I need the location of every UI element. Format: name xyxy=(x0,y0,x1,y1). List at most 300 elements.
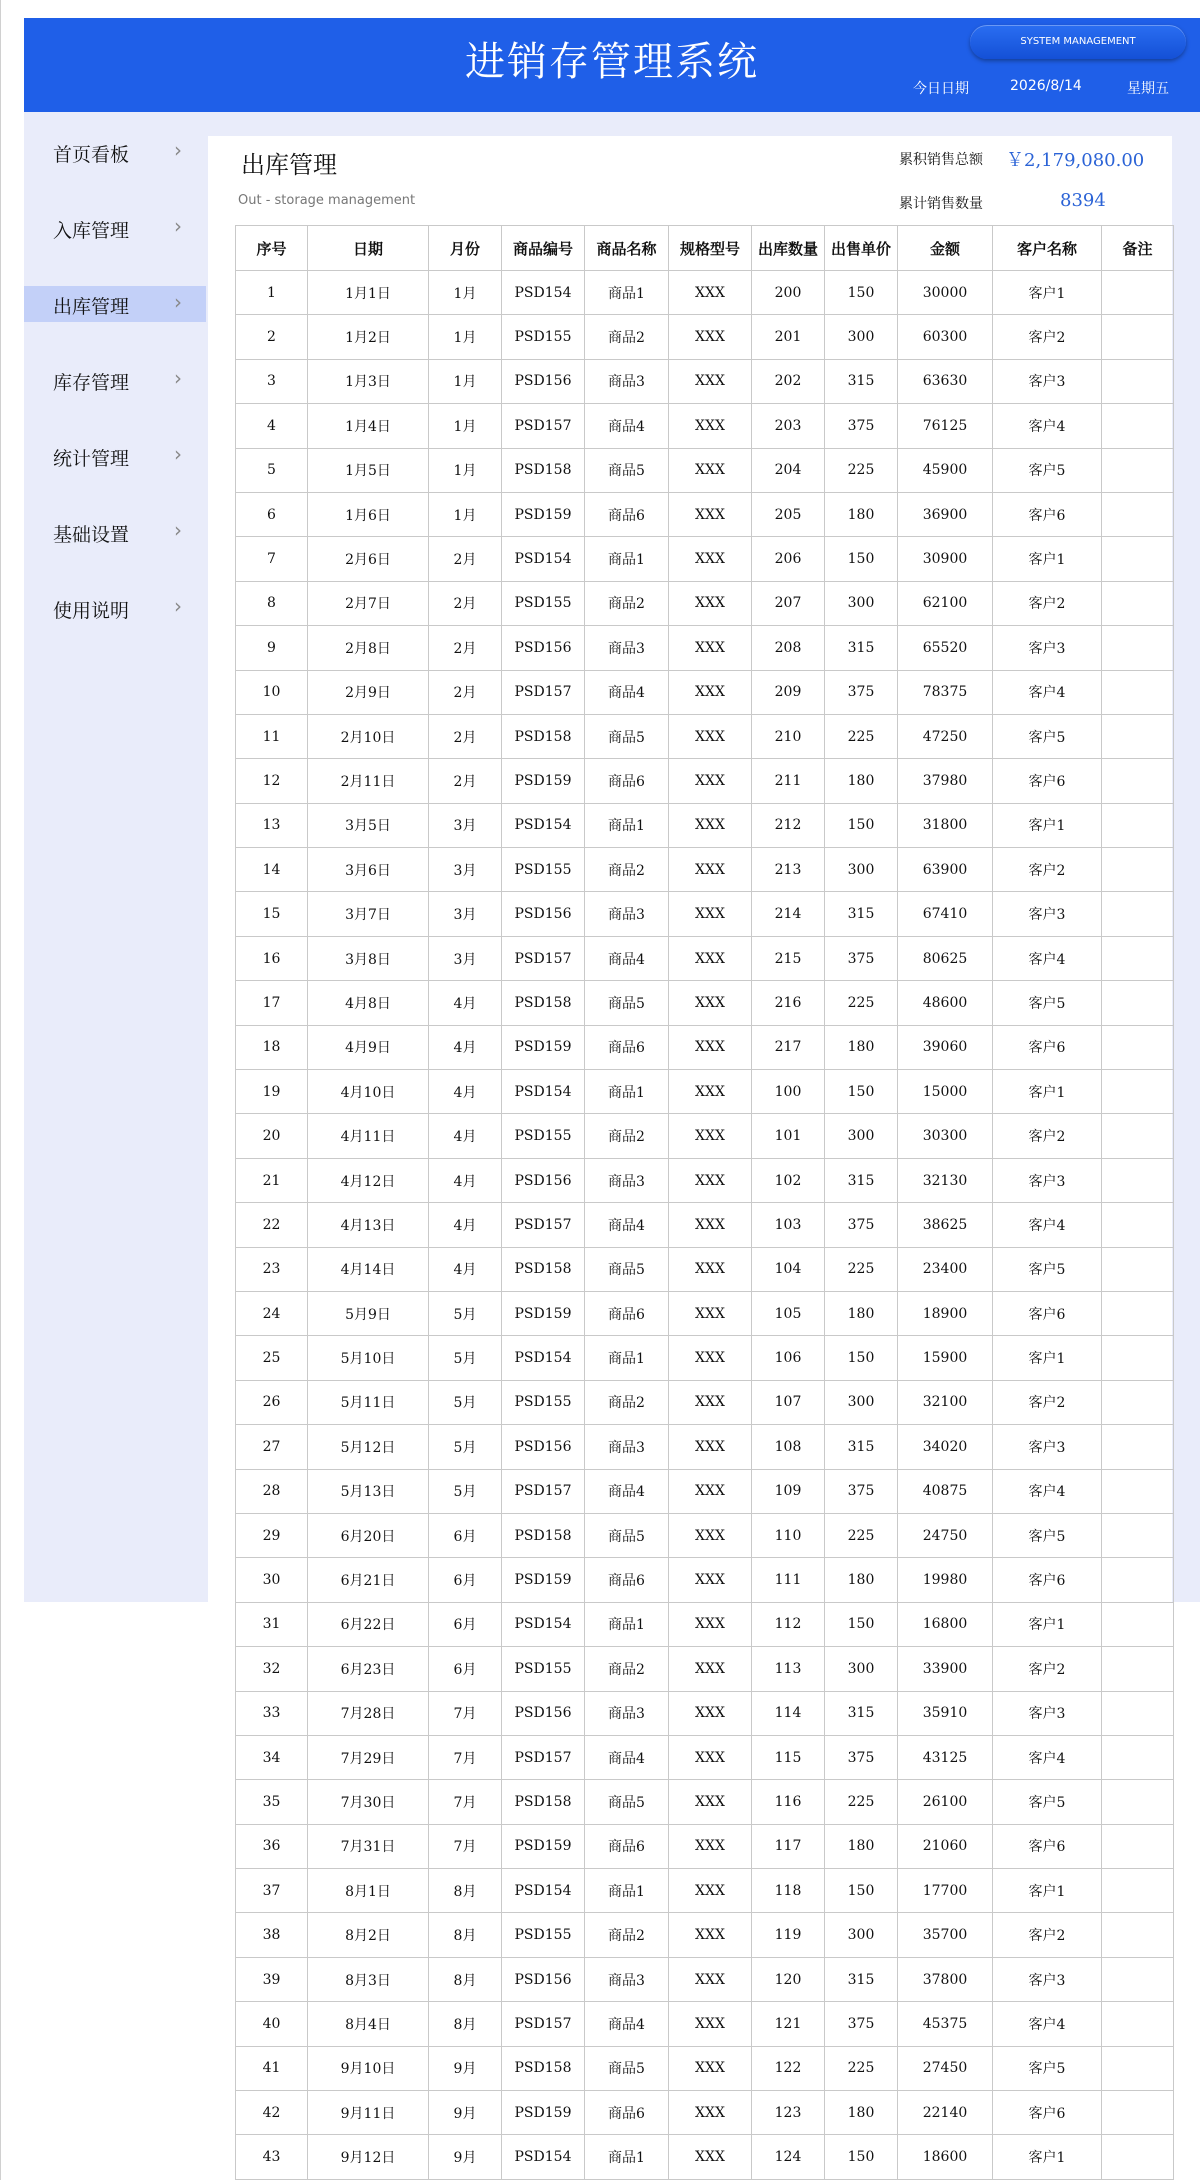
table-cell[interactable]: PSD156 xyxy=(502,1957,585,2001)
table-cell[interactable]: 商品6 xyxy=(585,1291,669,1335)
table-cell[interactable]: 180 xyxy=(825,1291,898,1335)
table-cell[interactable]: 300 xyxy=(825,1380,898,1424)
table-cell[interactable]: 7月30日 xyxy=(308,1780,429,1824)
table-cell[interactable] xyxy=(1102,1824,1174,1868)
table-cell[interactable]: 375 xyxy=(825,1469,898,1513)
table-cell[interactable]: 客户4 xyxy=(993,670,1102,714)
table-cell[interactable]: PSD158 xyxy=(502,1513,585,1557)
table-cell[interactable]: 5月 xyxy=(429,1380,502,1424)
table-cell[interactable]: XXX xyxy=(669,2135,752,2179)
table-cell[interactable]: 216 xyxy=(752,981,825,1025)
table-cell[interactable] xyxy=(1102,2046,1174,2090)
table-cell[interactable]: 37 xyxy=(236,1869,308,1913)
column-header[interactable]: 规格型号 xyxy=(669,226,752,271)
table-cell[interactable]: PSD156 xyxy=(502,359,585,403)
table-cell[interactable]: 12 xyxy=(236,759,308,803)
table-cell[interactable]: 105 xyxy=(752,1291,825,1335)
table-row[interactable] xyxy=(236,1070,1174,1114)
table-cell[interactable]: XXX xyxy=(669,1513,752,1557)
table-cell[interactable]: 商品4 xyxy=(585,670,669,714)
table-cell[interactable]: 18600 xyxy=(898,2135,993,2179)
table-cell[interactable]: 客户6 xyxy=(993,492,1102,536)
table-cell[interactable]: XXX xyxy=(669,1291,752,1335)
table-cell[interactable]: 315 xyxy=(825,359,898,403)
table-cell[interactable]: XXX xyxy=(669,1025,752,1069)
table-cell[interactable]: PSD157 xyxy=(502,404,585,448)
table-cell[interactable]: 客户2 xyxy=(993,1380,1102,1424)
table-cell[interactable]: 商品4 xyxy=(585,1469,669,1513)
table-cell[interactable]: XXX xyxy=(669,1691,752,1735)
table-cell[interactable]: 商品2 xyxy=(585,581,669,625)
table-cell[interactable]: 39 xyxy=(236,1957,308,2001)
table-cell[interactable]: 315 xyxy=(825,626,898,670)
table-cell[interactable]: 5月9日 xyxy=(308,1291,429,1335)
table-cell[interactable]: 2 xyxy=(236,315,308,359)
table-cell[interactable]: 24750 xyxy=(898,1513,993,1557)
table-cell[interactable]: 100 xyxy=(752,1070,825,1114)
table-cell[interactable]: 4月13日 xyxy=(308,1203,429,1247)
table-cell[interactable]: 122 xyxy=(752,2046,825,2090)
table-cell[interactable]: XXX xyxy=(669,1469,752,1513)
table-cell[interactable]: 300 xyxy=(825,581,898,625)
table-cell[interactable]: 商品4 xyxy=(585,936,669,980)
table-cell[interactable]: 123 xyxy=(752,2091,825,2135)
table-row[interactable] xyxy=(236,981,1174,1025)
table-cell[interactable]: 204 xyxy=(752,448,825,492)
table-cell[interactable]: 16 xyxy=(236,936,308,980)
column-header[interactable]: 商品编号 xyxy=(502,226,585,271)
table-cell[interactable]: XXX xyxy=(669,2046,752,2090)
table-cell[interactable]: 114 xyxy=(752,1691,825,1735)
table-cell[interactable]: PSD158 xyxy=(502,981,585,1025)
table-cell[interactable]: 商品4 xyxy=(585,2002,669,2046)
table-cell[interactable]: 客户5 xyxy=(993,1247,1102,1291)
table-cell[interactable]: XXX xyxy=(669,670,752,714)
table-cell[interactable]: 225 xyxy=(825,1513,898,1557)
table-cell[interactable]: 1月1日 xyxy=(308,271,429,315)
table-cell[interactable] xyxy=(1102,1469,1174,1513)
table-cell[interactable]: 225 xyxy=(825,1780,898,1824)
table-cell[interactable]: 300 xyxy=(825,315,898,359)
table-cell[interactable]: 225 xyxy=(825,1247,898,1291)
table-cell[interactable]: 30300 xyxy=(898,1114,993,1158)
table-cell[interactable]: 2月 xyxy=(429,626,502,670)
table-cell[interactable]: 客户4 xyxy=(993,2002,1102,2046)
table-cell[interactable]: 3月 xyxy=(429,848,502,892)
table-cell[interactable]: 32130 xyxy=(898,1158,993,1202)
table-cell[interactable]: 35 xyxy=(236,1780,308,1824)
table-cell[interactable] xyxy=(1102,1425,1174,1469)
table-row[interactable] xyxy=(236,1691,1174,1735)
table-cell[interactable]: 225 xyxy=(825,981,898,1025)
column-header[interactable]: 出售单价 xyxy=(825,226,898,271)
table-cell[interactable]: 1月4日 xyxy=(308,404,429,448)
table-row[interactable] xyxy=(236,1336,1174,1380)
table-cell[interactable]: 118 xyxy=(752,1869,825,1913)
table-cell[interactable]: 9月 xyxy=(429,2046,502,2090)
table-cell[interactable]: 7月28日 xyxy=(308,1691,429,1735)
table-cell[interactable]: 客户3 xyxy=(993,1957,1102,2001)
table-cell[interactable]: 32 xyxy=(236,1647,308,1691)
table-cell[interactable]: 2月9日 xyxy=(308,670,429,714)
table-row[interactable] xyxy=(236,537,1174,581)
table-cell[interactable]: 客户5 xyxy=(993,1780,1102,1824)
table-cell[interactable]: 9月10日 xyxy=(308,2046,429,2090)
table-cell[interactable]: 121 xyxy=(752,2002,825,2046)
table-cell[interactable]: 商品3 xyxy=(585,626,669,670)
table-cell[interactable]: 8月4日 xyxy=(308,2002,429,2046)
table-cell[interactable]: 客户1 xyxy=(993,2135,1102,2179)
table-cell[interactable]: 1月3日 xyxy=(308,359,429,403)
table-cell[interactable] xyxy=(1102,714,1174,758)
table-cell[interactable]: XXX xyxy=(669,2091,752,2135)
table-cell[interactable]: 商品5 xyxy=(585,2046,669,2090)
table-cell[interactable]: 22 xyxy=(236,1203,308,1247)
table-cell[interactable]: 商品6 xyxy=(585,1824,669,1868)
table-cell[interactable]: 300 xyxy=(825,1114,898,1158)
table-cell[interactable]: 101 xyxy=(752,1114,825,1158)
table-cell[interactable]: 30900 xyxy=(898,537,993,581)
table-cell[interactable]: 21 xyxy=(236,1158,308,1202)
table-cell[interactable]: 21060 xyxy=(898,1824,993,1868)
table-cell[interactable]: 10 xyxy=(236,670,308,714)
table-cell[interactable]: 4 xyxy=(236,404,308,448)
table-cell[interactable]: 商品6 xyxy=(585,2091,669,2135)
table-cell[interactable] xyxy=(1102,271,1174,315)
table-cell[interactable]: 37980 xyxy=(898,759,993,803)
table-cell[interactable]: 9月12日 xyxy=(308,2135,429,2179)
table-cell[interactable]: 5月12日 xyxy=(308,1425,429,1469)
table-cell[interactable]: 150 xyxy=(825,1336,898,1380)
table-cell[interactable]: 48600 xyxy=(898,981,993,1025)
table-cell[interactable]: 6月 xyxy=(429,1602,502,1646)
table-cell[interactable]: 商品3 xyxy=(585,892,669,936)
table-cell[interactable]: 商品6 xyxy=(585,759,669,803)
table-cell[interactable]: 214 xyxy=(752,892,825,936)
table-cell[interactable] xyxy=(1102,1602,1174,1646)
table-cell[interactable]: PSD154 xyxy=(502,1336,585,1380)
table-cell[interactable]: 商品5 xyxy=(585,1247,669,1291)
table-cell[interactable]: 202 xyxy=(752,359,825,403)
table-cell[interactable]: 客户3 xyxy=(993,1425,1102,1469)
table-row[interactable] xyxy=(236,1469,1174,1513)
table-cell[interactable]: 4月12日 xyxy=(308,1158,429,1202)
table-cell[interactable]: 7月 xyxy=(429,1735,502,1779)
table-cell[interactable]: XXX xyxy=(669,1247,752,1291)
table-cell[interactable] xyxy=(1102,581,1174,625)
table-cell[interactable]: 客户2 xyxy=(993,315,1102,359)
table-row[interactable] xyxy=(236,1869,1174,1913)
table-cell[interactable]: PSD154 xyxy=(502,1602,585,1646)
table-cell[interactable] xyxy=(1102,404,1174,448)
table-cell[interactable]: XXX xyxy=(669,404,752,448)
table-cell[interactable]: 客户5 xyxy=(993,448,1102,492)
table-cell[interactable]: XXX xyxy=(669,1070,752,1114)
table-cell[interactable]: 9月11日 xyxy=(308,2091,429,2135)
table-cell[interactable]: 商品3 xyxy=(585,359,669,403)
table-cell[interactable]: 375 xyxy=(825,936,898,980)
table-cell[interactable] xyxy=(1102,1735,1174,1779)
table-cell[interactable]: 43125 xyxy=(898,1735,993,1779)
table-cell[interactable]: 39060 xyxy=(898,1025,993,1069)
table-cell[interactable]: 客户5 xyxy=(993,714,1102,758)
table-cell[interactable]: 3月6日 xyxy=(308,848,429,892)
table-row[interactable] xyxy=(236,848,1174,892)
table-cell[interactable]: 22140 xyxy=(898,2091,993,2135)
table-row[interactable] xyxy=(236,1513,1174,1557)
table-cell[interactable]: 212 xyxy=(752,803,825,847)
table-cell[interactable]: 315 xyxy=(825,1158,898,1202)
table-cell[interactable]: 客户3 xyxy=(993,892,1102,936)
table-cell[interactable] xyxy=(1102,1070,1174,1114)
table-cell[interactable]: 213 xyxy=(752,848,825,892)
table-cell[interactable]: 4月 xyxy=(429,1158,502,1202)
table-cell[interactable] xyxy=(1102,892,1174,936)
table-cell[interactable]: 180 xyxy=(825,1025,898,1069)
table-cell[interactable]: PSD157 xyxy=(502,670,585,714)
table-cell[interactable] xyxy=(1102,848,1174,892)
table-cell[interactable] xyxy=(1102,1957,1174,2001)
column-header[interactable]: 出库数量 xyxy=(752,226,825,271)
table-cell[interactable]: PSD157 xyxy=(502,936,585,980)
system-management-button[interactable]: SYSTEM MANAGEMENT xyxy=(970,25,1186,59)
table-cell[interactable]: 117 xyxy=(752,1824,825,1868)
table-cell[interactable]: 35700 xyxy=(898,1913,993,1957)
table-cell[interactable]: 商品1 xyxy=(585,537,669,581)
table-cell[interactable]: PSD159 xyxy=(502,2091,585,2135)
table-cell[interactable]: 17700 xyxy=(898,1869,993,1913)
table-cell[interactable]: 客户3 xyxy=(993,359,1102,403)
table-cell[interactable]: 63900 xyxy=(898,848,993,892)
table-cell[interactable]: 商品1 xyxy=(585,1336,669,1380)
table-cell[interactable]: 商品1 xyxy=(585,1602,669,1646)
sidebar-item-inbound[interactable] xyxy=(24,210,206,246)
table-cell[interactable]: 4月 xyxy=(429,1025,502,1069)
table-cell[interactable]: 15 xyxy=(236,892,308,936)
table-cell[interactable]: 208 xyxy=(752,626,825,670)
table-cell[interactable]: 商品1 xyxy=(585,1070,669,1114)
table-cell[interactable]: 9 xyxy=(236,626,308,670)
table-cell[interactable]: PSD155 xyxy=(502,581,585,625)
table-cell[interactable]: 5月 xyxy=(429,1425,502,1469)
table-cell[interactable]: XXX xyxy=(669,714,752,758)
table-cell[interactable]: PSD156 xyxy=(502,1691,585,1735)
table-cell[interactable]: 119 xyxy=(752,1913,825,1957)
table-cell[interactable]: 客户3 xyxy=(993,626,1102,670)
table-row[interactable] xyxy=(236,1558,1174,1602)
table-cell[interactable]: PSD158 xyxy=(502,1247,585,1291)
table-cell[interactable]: 205 xyxy=(752,492,825,536)
table-cell[interactable]: 33 xyxy=(236,1691,308,1735)
table-cell[interactable]: 180 xyxy=(825,1558,898,1602)
table-cell[interactable]: 8月 xyxy=(429,1913,502,1957)
table-cell[interactable]: 9月 xyxy=(429,2091,502,2135)
table-cell[interactable]: 1月6日 xyxy=(308,492,429,536)
table-cell[interactable] xyxy=(1102,492,1174,536)
table-cell[interactable]: XXX xyxy=(669,1780,752,1824)
column-header[interactable]: 备注 xyxy=(1102,226,1174,271)
table-cell[interactable]: 客户6 xyxy=(993,1025,1102,1069)
table-cell[interactable]: 150 xyxy=(825,271,898,315)
table-cell[interactable]: 150 xyxy=(825,2135,898,2179)
table-cell[interactable]: 客户6 xyxy=(993,2091,1102,2135)
table-cell[interactable] xyxy=(1102,1336,1174,1380)
table-cell[interactable]: 客户4 xyxy=(993,1469,1102,1513)
table-cell[interactable]: 5月13日 xyxy=(308,1469,429,1513)
table-cell[interactable] xyxy=(1102,537,1174,581)
table-cell[interactable]: PSD157 xyxy=(502,1735,585,1779)
table-cell[interactable]: 3月 xyxy=(429,803,502,847)
table-cell[interactable]: 24 xyxy=(236,1291,308,1335)
table-cell[interactable]: 客户3 xyxy=(993,1691,1102,1735)
table-cell[interactable]: 4月 xyxy=(429,1247,502,1291)
table-cell[interactable]: 16800 xyxy=(898,1602,993,1646)
table-row[interactable] xyxy=(236,1025,1174,1069)
table-cell[interactable]: 18900 xyxy=(898,1291,993,1335)
table-cell[interactable]: 33900 xyxy=(898,1647,993,1691)
table-cell[interactable]: 65520 xyxy=(898,626,993,670)
column-header[interactable]: 月份 xyxy=(429,226,502,271)
table-cell[interactable]: 商品3 xyxy=(585,1158,669,1202)
table-row[interactable] xyxy=(236,936,1174,980)
table-cell[interactable] xyxy=(1102,1203,1174,1247)
table-cell[interactable]: 商品6 xyxy=(585,492,669,536)
table-cell[interactable]: 客户4 xyxy=(993,404,1102,448)
table-cell[interactable]: 112 xyxy=(752,1602,825,1646)
table-cell[interactable]: 客户6 xyxy=(993,759,1102,803)
table-row[interactable] xyxy=(236,1114,1174,1158)
table-cell[interactable]: 商品5 xyxy=(585,714,669,758)
table-cell[interactable]: 7月31日 xyxy=(308,1824,429,1868)
table-cell[interactable]: 203 xyxy=(752,404,825,448)
table-cell[interactable]: 110 xyxy=(752,1513,825,1557)
table-cell[interactable]: 63630 xyxy=(898,359,993,403)
table-cell[interactable]: 37800 xyxy=(898,1957,993,2001)
table-cell[interactable]: 4月11日 xyxy=(308,1114,429,1158)
table-cell[interactable] xyxy=(1102,803,1174,847)
table-cell[interactable]: 47250 xyxy=(898,714,993,758)
table-cell[interactable]: 3 xyxy=(236,359,308,403)
table-cell[interactable]: PSD154 xyxy=(502,2135,585,2179)
table-cell[interactable]: PSD154 xyxy=(502,537,585,581)
table-cell[interactable]: XXX xyxy=(669,1425,752,1469)
table-cell[interactable]: 8月 xyxy=(429,2002,502,2046)
table-cell[interactable]: 315 xyxy=(825,1691,898,1735)
table-cell[interactable]: 40875 xyxy=(898,1469,993,1513)
table-cell[interactable]: 19 xyxy=(236,1070,308,1114)
table-cell[interactable]: 6 xyxy=(236,492,308,536)
table-cell[interactable]: 17 xyxy=(236,981,308,1025)
table-cell[interactable]: 6月21日 xyxy=(308,1558,429,1602)
table-cell[interactable]: 42 xyxy=(236,2091,308,2135)
table-cell[interactable]: 41 xyxy=(236,2046,308,2090)
table-cell[interactable]: 客户1 xyxy=(993,1070,1102,1114)
table-cell[interactable]: 客户4 xyxy=(993,936,1102,980)
table-cell[interactable]: 150 xyxy=(825,537,898,581)
table-cell[interactable]: 375 xyxy=(825,1735,898,1779)
table-cell[interactable]: 40 xyxy=(236,2002,308,2046)
table-cell[interactable]: 8月3日 xyxy=(308,1957,429,2001)
table-cell[interactable]: 8月 xyxy=(429,1957,502,2001)
table-row[interactable] xyxy=(236,670,1174,714)
table-cell[interactable]: PSD156 xyxy=(502,626,585,670)
table-cell[interactable]: 商品2 xyxy=(585,315,669,359)
table-cell[interactable]: 4月14日 xyxy=(308,1247,429,1291)
table-cell[interactable]: XXX xyxy=(669,315,752,359)
table-row[interactable] xyxy=(236,404,1174,448)
table-cell[interactable]: 180 xyxy=(825,759,898,803)
table-cell[interactable]: PSD155 xyxy=(502,1114,585,1158)
table-cell[interactable]: 客户6 xyxy=(993,1558,1102,1602)
table-cell[interactable]: 180 xyxy=(825,492,898,536)
sidebar-item-dashboard[interactable] xyxy=(24,134,206,170)
table-cell[interactable]: 150 xyxy=(825,1602,898,1646)
table-row[interactable] xyxy=(236,2046,1174,2090)
column-header[interactable]: 序号 xyxy=(236,226,308,271)
table-cell[interactable]: 60300 xyxy=(898,315,993,359)
table-cell[interactable] xyxy=(1102,315,1174,359)
table-cell[interactable]: PSD156 xyxy=(502,1158,585,1202)
table-cell[interactable] xyxy=(1102,1025,1174,1069)
table-cell[interactable]: XXX xyxy=(669,1114,752,1158)
table-cell[interactable]: 2月 xyxy=(429,670,502,714)
table-cell[interactable]: 225 xyxy=(825,714,898,758)
table-cell[interactable]: 商品2 xyxy=(585,1913,669,1957)
table-cell[interactable]: 2月 xyxy=(429,581,502,625)
table-cell[interactable]: 5月 xyxy=(429,1469,502,1513)
table-cell[interactable]: 300 xyxy=(825,1647,898,1691)
table-cell[interactable]: 6月22日 xyxy=(308,1602,429,1646)
table-cell[interactable]: PSD158 xyxy=(502,2046,585,2090)
table-cell[interactable]: 80625 xyxy=(898,936,993,980)
table-cell[interactable]: 225 xyxy=(825,448,898,492)
table-cell[interactable]: PSD155 xyxy=(502,1913,585,1957)
table-cell[interactable]: XXX xyxy=(669,803,752,847)
table-cell[interactable]: 8 xyxy=(236,581,308,625)
table-row[interactable] xyxy=(236,1735,1174,1779)
table-cell[interactable] xyxy=(1102,1158,1174,1202)
table-cell[interactable]: 150 xyxy=(825,1070,898,1114)
table-cell[interactable]: 120 xyxy=(752,1957,825,2001)
table-cell[interactable] xyxy=(1102,1247,1174,1291)
table-cell[interactable]: PSD155 xyxy=(502,1380,585,1424)
table-cell[interactable]: 4月 xyxy=(429,1070,502,1114)
table-cell[interactable]: 225 xyxy=(825,2046,898,2090)
table-cell[interactable]: 6月23日 xyxy=(308,1647,429,1691)
table-cell[interactable]: 5月11日 xyxy=(308,1380,429,1424)
table-cell[interactable]: 217 xyxy=(752,1025,825,1069)
table-cell[interactable]: 1 xyxy=(236,271,308,315)
table-cell[interactable]: 32100 xyxy=(898,1380,993,1424)
table-cell[interactable]: 客户1 xyxy=(993,537,1102,581)
table-cell[interactable]: 客户3 xyxy=(993,1158,1102,1202)
column-header[interactable]: 客户名称 xyxy=(993,226,1102,271)
table-row[interactable] xyxy=(236,1203,1174,1247)
table-cell[interactable]: 8月 xyxy=(429,1869,502,1913)
table-cell[interactable] xyxy=(1102,981,1174,1025)
table-cell[interactable]: XXX xyxy=(669,492,752,536)
table-cell[interactable] xyxy=(1102,1647,1174,1691)
table-cell[interactable]: 102 xyxy=(752,1158,825,1202)
table-row[interactable] xyxy=(236,1247,1174,1291)
table-cell[interactable]: 商品4 xyxy=(585,1203,669,1247)
table-cell[interactable]: 客户5 xyxy=(993,2046,1102,2090)
table-cell[interactable]: 19980 xyxy=(898,1558,993,1602)
table-cell[interactable]: 76125 xyxy=(898,404,993,448)
table-row[interactable] xyxy=(236,581,1174,625)
table-cell[interactable]: XXX xyxy=(669,1735,752,1779)
table-cell[interactable]: 103 xyxy=(752,1203,825,1247)
